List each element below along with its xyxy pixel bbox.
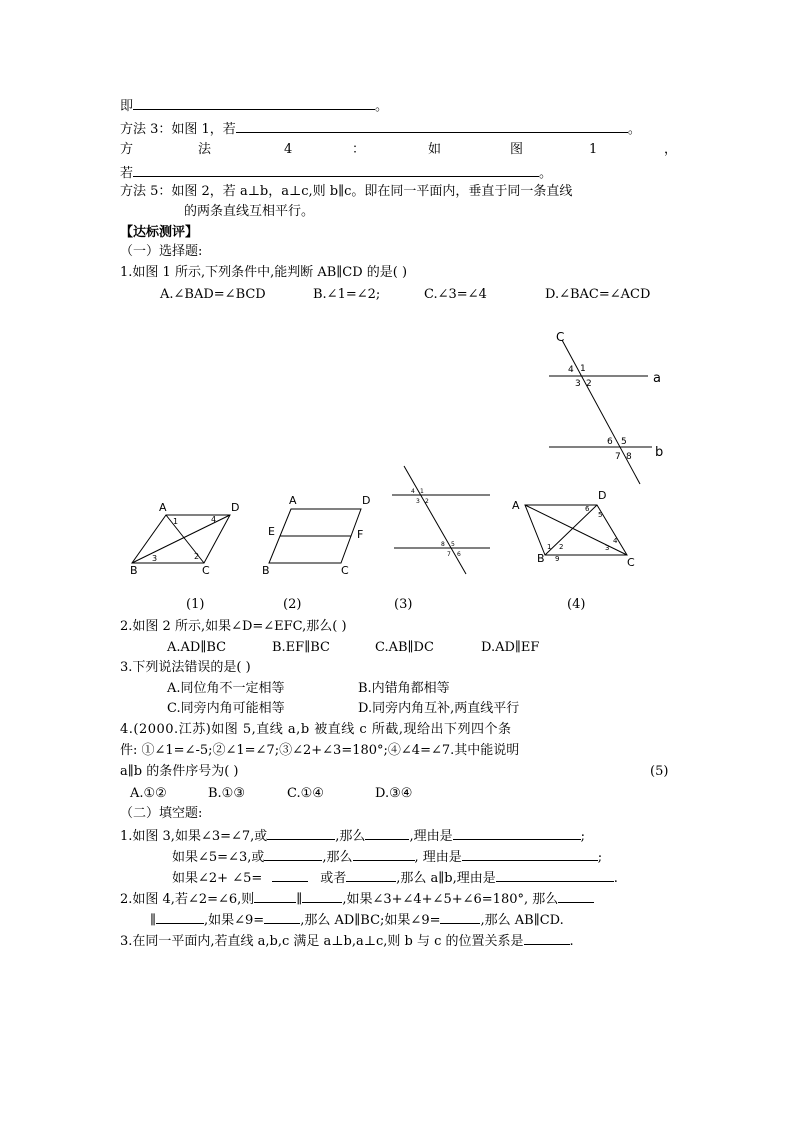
figure-reference-5: (5)	[650, 764, 669, 779]
fill-text: ,那么 a∥b,理由是	[396, 871, 496, 886]
fig2-label: D	[362, 494, 371, 507]
option-d[interactable]: D.∠BAC=∠ACD	[545, 287, 651, 302]
fig1-label: B	[130, 564, 138, 577]
fig1-angle: 4	[211, 515, 217, 524]
answer-blank[interactable]	[264, 911, 300, 924]
question-2-stem: 2.如图 2 所示,如果∠D=∠EFC,那么( )	[120, 619, 347, 634]
method-4-end: 。	[539, 166, 553, 181]
fill-text: .	[569, 934, 574, 949]
option-d[interactable]: D.同旁内角互补,两直线平行	[358, 701, 520, 716]
answer-blank[interactable]	[365, 827, 409, 840]
answer-blank[interactable]	[496, 869, 614, 882]
method-3-label: 方法 3：如图 1，若	[120, 122, 236, 137]
question-4-line-3: a∥b 的条件序号为( )	[120, 764, 239, 779]
answer-blank[interactable]	[302, 890, 342, 903]
answer-blank[interactable]	[156, 911, 204, 924]
section-title: 【达标测评】	[120, 225, 199, 240]
fig2-label: A	[289, 494, 297, 507]
fill-text: .	[613, 871, 618, 886]
method-4-word: 法	[198, 142, 212, 157]
fill-3-line	[120, 932, 574, 950]
fill-text: , 理由是	[414, 850, 462, 865]
option-a[interactable]: A.∠BAD=∠BCD	[160, 287, 266, 302]
fill-1-line-3	[172, 869, 618, 887]
figure-3-lines	[392, 466, 490, 574]
method-4-word: 1	[589, 142, 598, 157]
option-a[interactable]: A.AD∥BC	[167, 640, 227, 655]
fig3-angle: 3	[416, 498, 420, 505]
question-3-stem: 3.下列说法错误的是( )	[120, 660, 251, 675]
method-5-line-1: 方法 5：如图 2，若 a⊥b，a⊥c,则 b∥c。即在同一平面内，垂直于同一条直线	[120, 184, 573, 199]
fig4-angle: 2	[559, 543, 564, 551]
option-c[interactable]: C.同旁内角可能相等	[167, 701, 285, 716]
fig3-angle: 4	[411, 488, 415, 495]
fill-text: 2.如图 4,若∠2=∠6,则	[120, 892, 255, 907]
fig1-angle: 1	[173, 517, 179, 526]
fig5-angle: 2	[586, 379, 592, 389]
fill-text: 3.在同一平面内,若直线 a,b,c 满足 a⊥b,a⊥c,则 b 与 c 的位置关系是	[120, 934, 524, 949]
fig5-angle: 6	[607, 437, 613, 447]
answer-blank[interactable]	[346, 869, 396, 882]
answer-blank[interactable]	[272, 869, 308, 882]
method-4-word: ：	[352, 142, 366, 157]
answer-blank[interactable]	[264, 848, 322, 861]
fill-1-line-1	[120, 827, 585, 845]
answer-blank[interactable]	[267, 827, 335, 840]
fig4-angle: 1	[547, 543, 552, 551]
figure-2-lines	[269, 509, 364, 563]
fig5-label-c: C	[556, 330, 565, 344]
figure-caption-4: (4)	[567, 597, 586, 612]
fig3-angle: 6	[457, 551, 461, 558]
fill-text: 如果∠2+ ∠5=	[172, 871, 263, 886]
figure-5-lines	[549, 340, 652, 484]
fig4-angle: 6	[585, 505, 590, 513]
fig5-label-a: a	[653, 371, 661, 386]
fill-1-line-2	[172, 848, 602, 866]
answer-blank[interactable]	[524, 932, 570, 945]
option-d[interactable]: D.AD∥EF	[481, 640, 540, 655]
part-1-title: （一）选择题:	[120, 244, 203, 259]
option-b[interactable]: B.EF∥BC	[272, 640, 330, 655]
answer-blank[interactable]	[254, 890, 296, 903]
fig5-label-b: b	[655, 445, 664, 460]
answer-blank[interactable]	[440, 911, 480, 924]
method-5-line-2: 的两条直线互相平行。	[184, 204, 315, 219]
fig1-label: A	[159, 501, 167, 514]
method-4-word: 4	[284, 142, 293, 157]
fig1-label: C	[202, 564, 210, 577]
fig4-label: C	[627, 556, 635, 569]
fig2-label: C	[341, 564, 349, 577]
method-4-word: 图	[510, 142, 524, 157]
figure-caption-3: (3)	[394, 597, 413, 612]
fig4-angle: 4	[613, 537, 618, 545]
fig4-angle: 5	[598, 511, 603, 519]
fig2-label: B	[262, 564, 270, 577]
fig1-label: D	[231, 501, 240, 514]
fig3-angle: 8	[441, 541, 445, 548]
fill-text: 1.如图 3,如果∠3=∠7,或	[120, 829, 268, 844]
fill-text: ;	[580, 829, 585, 844]
fill-text: 如果∠5=∠3,或	[172, 850, 265, 865]
fig3-angle: 2	[425, 498, 429, 505]
fill-text: ,如果∠3+∠4+∠5+∠6=180°, 那么	[342, 892, 559, 907]
fig4-label: B	[537, 552, 545, 565]
option-a[interactable]: A.①②	[130, 786, 167, 801]
figure-caption-1: (1)	[186, 597, 205, 612]
fill-text: ,理由是	[409, 829, 453, 844]
fig5-angle: 8	[626, 452, 632, 462]
fill-2-line-1	[120, 890, 594, 908]
question-1-stem: 1.如图 1 所示,下列条件中,能判断 AB∥CD 的是( )	[120, 265, 408, 280]
method-4-word: ，	[664, 142, 678, 157]
fill-text: ,那么	[322, 850, 353, 865]
figure-caption-2: (2)	[283, 597, 302, 612]
question-4-line-2: 件: ①∠1=∠-5;②∠1=∠7;③∠2+∠3=180°;④∠4=∠7.其中能说明	[120, 743, 520, 758]
fig5-angle: 7	[615, 452, 621, 462]
option-d[interactable]: D.③④	[375, 786, 413, 801]
fill-text: 或者	[320, 871, 347, 886]
method-4-word: 方	[120, 142, 134, 157]
fill-text: ,那么 AD∥BC;如果∠9=	[300, 913, 441, 928]
fill-text: ,那么	[335, 829, 366, 844]
answer-blank[interactable]	[462, 848, 598, 861]
fig5-angle: 3	[575, 379, 581, 389]
intro-line1-start: 即	[120, 99, 134, 114]
fig3-angle: 1	[420, 488, 424, 495]
figure-4-lines	[525, 505, 627, 555]
answer-blank[interactable]	[353, 848, 415, 861]
fig5-angle: 4	[568, 365, 574, 375]
option-b[interactable]: B.内错角都相等	[358, 681, 450, 696]
fill-text: ,如果∠9=	[204, 913, 265, 928]
fig3-angle: 5	[451, 541, 455, 548]
fill-text: ,那么 AB∥CD.	[480, 913, 564, 928]
option-b[interactable]: B.∠1=∠2;	[313, 287, 381, 302]
option-a[interactable]: A.同位角不一定相等	[167, 681, 285, 696]
option-c[interactable]: C.∠3=∠4	[424, 287, 487, 302]
fig1-angle: 3	[152, 554, 158, 563]
fig4-angle: 9	[555, 555, 560, 563]
part-2-title: （二）填空题:	[120, 806, 203, 821]
fig1-angle: 2	[194, 552, 200, 561]
fill-2-line-2	[150, 911, 564, 929]
method-4-word: 如	[428, 142, 442, 157]
fig3-angle: 7	[447, 551, 451, 558]
method-4-if: 若	[120, 166, 134, 181]
option-c[interactable]: C.①④	[287, 786, 324, 801]
question-4-line-1: 4.(2000.江苏)如图 5,直线 a,b 被直线 c 所截,现给出下列四个条	[120, 722, 512, 737]
fill-text: ∥	[296, 892, 303, 907]
fig4-angle: 3	[605, 544, 610, 552]
method-3-end: 。	[627, 122, 641, 137]
answer-blank[interactable]	[453, 827, 581, 840]
fill-text: ;	[597, 850, 603, 865]
fill-text: ∥	[150, 913, 157, 928]
fig5-angle: 1	[580, 364, 586, 374]
fig2-label: F	[357, 528, 364, 541]
option-c[interactable]: C.AB∥DC	[375, 640, 434, 655]
intro-line1-end: 。	[375, 99, 389, 114]
fig2-label: E	[268, 525, 275, 538]
fig5-angle: 5	[621, 437, 627, 447]
fig4-label: A	[512, 499, 520, 512]
fig4-label: D	[598, 489, 607, 502]
option-b[interactable]: B.①③	[208, 786, 245, 801]
answer-blank[interactable]	[558, 890, 594, 903]
